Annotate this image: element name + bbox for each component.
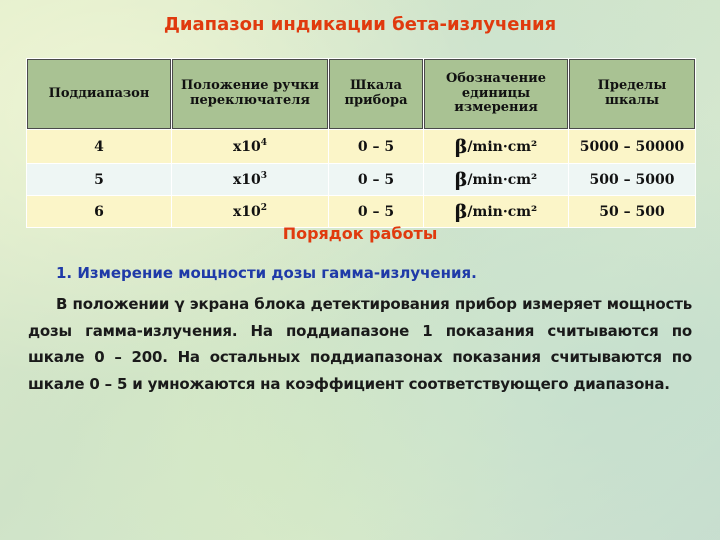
cell-limits: 5000 – 50000: [569, 130, 696, 164]
multiplier-exponent: 3: [260, 171, 268, 181]
page-title: Диапазон индикации бета-излучения: [163, 14, 557, 35]
cell-subrange: 4: [27, 130, 172, 164]
beta-range-table: [26, 58, 696, 228]
item-heading: 1. Измерение мощности дозы гамма-излучения.: [56, 264, 477, 282]
cell-multiplier: [172, 130, 329, 164]
cell-unit: [424, 130, 569, 164]
unit-text: /min·cm²: [467, 138, 538, 155]
cell-multiplier: [172, 164, 329, 196]
header-scale: Шкала прибора: [329, 59, 424, 130]
cell-limits: 500 – 5000: [569, 164, 696, 196]
multiplier-base: x10: [232, 172, 261, 188]
unit-text: /min·cm²: [467, 171, 538, 188]
cell-unit: [424, 164, 569, 196]
header-subrange: Поддиапазон: [27, 59, 172, 130]
cell-multiplier: [172, 196, 329, 228]
multiplier-base: x10: [232, 139, 261, 155]
table-row: [27, 164, 696, 196]
cell-subrange: 5: [27, 164, 172, 196]
cell-scale: 0 – 5: [329, 196, 424, 228]
beta-symbol: β: [454, 135, 468, 158]
cell-scale: 0 – 5: [329, 164, 424, 196]
section-subtitle: Порядок работы: [282, 224, 438, 243]
cell-limits: 50 – 500: [569, 196, 696, 228]
unit-text: /min·cm²: [467, 203, 538, 220]
table-row: [27, 130, 696, 164]
header-unit: Обозначение единицы измерения: [424, 59, 569, 130]
beta-symbol: β: [454, 200, 468, 223]
header-switch-position: Положение ручки переключателя: [172, 59, 329, 130]
multiplier-base: x10: [232, 204, 261, 220]
table-header-row: [27, 59, 696, 130]
cell-unit: [424, 196, 569, 228]
header-limits: Пределы шкалы: [569, 59, 696, 130]
body-paragraph: В положении γ экрана блока детектирования прибор измеряет мощность дозы гамма-излучения. На поддиапазоне 1 показания считываются по шкале 0 – 200. На остальных поддиапазонах показания считываются по шкале 0 – 5 и умножаются на коэффициент соответствующего диапазона.: [28, 295, 692, 393]
cell-subrange: 6: [27, 196, 172, 228]
multiplier-exponent: 4: [260, 138, 268, 148]
cell-scale: 0 – 5: [329, 130, 424, 164]
table-row: [27, 196, 696, 228]
multiplier-exponent: 2: [260, 203, 268, 213]
beta-symbol: β: [454, 168, 468, 191]
